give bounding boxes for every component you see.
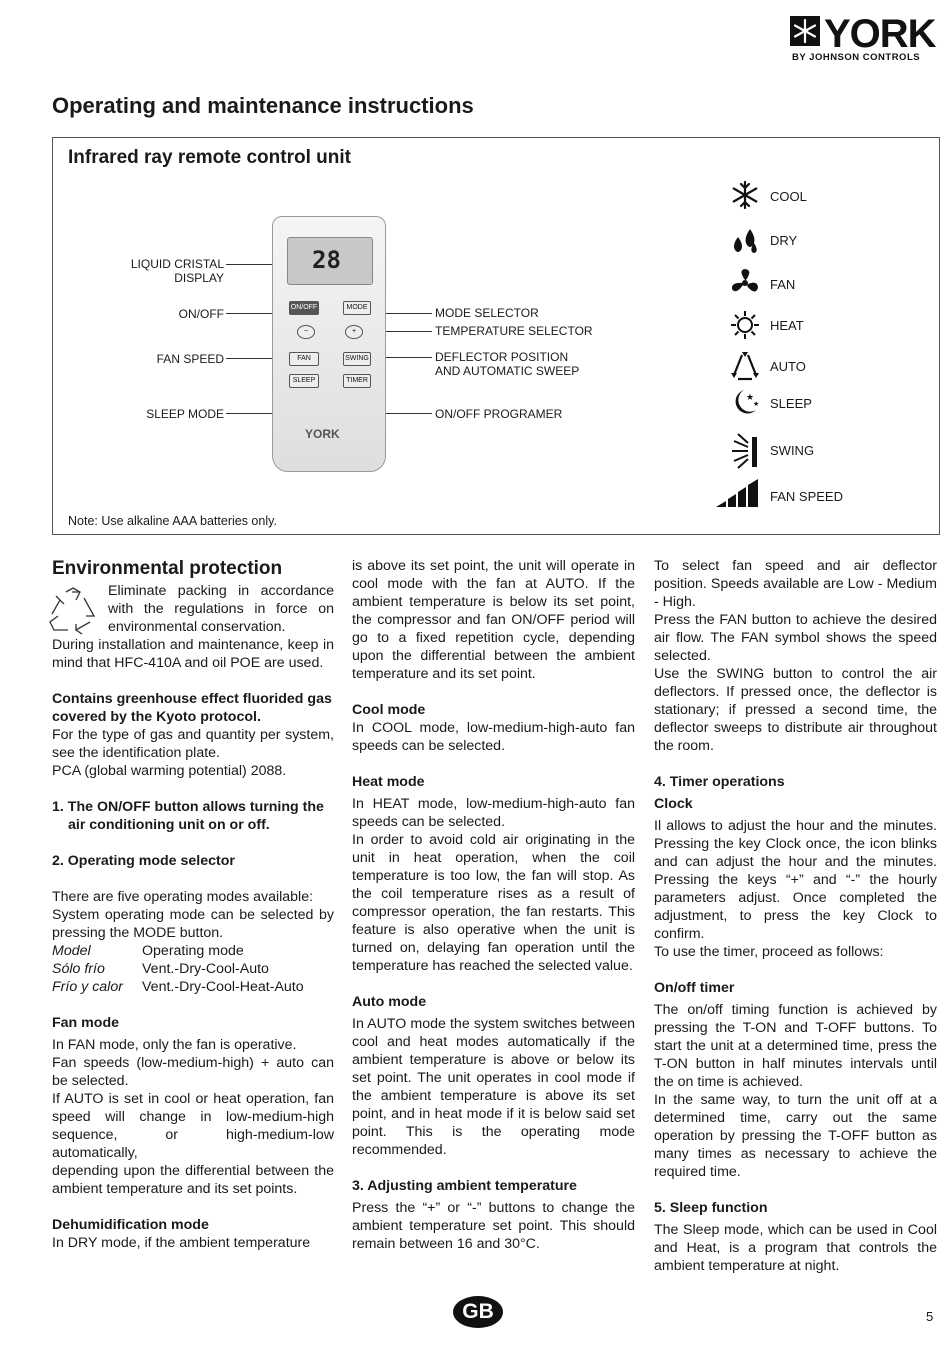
dry-continued-paragraph: is above its set point, the unit will operate in cool mode with the fan at AUTO. If the ambient temperature is below its set point, the compressor and fan ON/OFF period will go to a fixed repetition cycle, depending upon the differential between the ambient temperature and its set point.: [352, 558, 635, 682]
mode-label: DRY: [770, 233, 798, 248]
remote-onoff-button: ON/OFF: [289, 301, 319, 315]
remote-sleep-button: SLEEP: [289, 374, 319, 388]
mode-paragraph-1: There are five operating modes available:: [52, 889, 314, 905]
environmental-protection-title: Environmental protection: [52, 558, 283, 579]
brand-subtitle: BY JOHNSON CONTROLS: [792, 52, 921, 63]
label-lcd-2: DISPLAY: [174, 271, 224, 285]
battery-note: Note: Use alkaline AAA batteries only.: [68, 514, 277, 528]
mode-label: FAN SPEED: [770, 489, 843, 504]
mode-fan-speed: [716, 479, 856, 513]
remote-swing-button: SWING: [343, 352, 371, 366]
fan-icon: [730, 268, 760, 298]
moon-stars-icon: [730, 388, 762, 418]
adjust-paragraph: Press the “+” or “-” buttons to change the ambient temperature set point. This should remain between 16 and 30°C.: [352, 1200, 635, 1252]
label-sleep-mode: SLEEP MODE: [146, 407, 224, 421]
label-fan-speed: FAN SPEED: [156, 352, 224, 366]
mode-selector-heading: 2. Operating mode selector: [52, 853, 235, 869]
remote-mode-button: MODE: [343, 301, 371, 315]
clock-heading: Clock: [654, 796, 693, 812]
snowflake-icon: [730, 180, 760, 210]
label-temperature-selector: TEMPERATURE SELECTOR: [435, 324, 593, 338]
remote-lcd: [287, 237, 373, 285]
page-title: Operating and maintenance instructions: [52, 93, 474, 118]
york-logo: [790, 12, 938, 66]
model-row: Frío y calor Vent.-Dry-Cool-Heat-Auto: [52, 979, 304, 995]
fan-speed-paragraph-2: Press the FAN button to achieve the desired air flow. The FAN symbol shows the speed selected.: [654, 612, 937, 664]
model-table: [52, 942, 334, 996]
remote-brand: YORK: [305, 427, 340, 441]
mode-fan: [730, 268, 870, 302]
mode-dry: [730, 223, 870, 257]
cool-paragraph: In COOL mode, low-medium-high-auto fan speeds can be selected.: [352, 720, 635, 754]
label-programer: ON/OFF PROGRAMER: [435, 407, 563, 421]
auto-triangle-icon: [730, 351, 760, 381]
swing-louver-icon: [730, 433, 760, 469]
svg-text:★: ★: [753, 400, 760, 408]
mode-label: AUTO: [770, 359, 806, 374]
mode-paragraph-2: System operating mode can be selected by pressing the MODE button.: [52, 907, 334, 941]
env-paragraph-1: Eliminate packing in accordance with the regulations in force on environmental conservation.: [108, 583, 334, 635]
page-number: 5: [926, 1309, 934, 1324]
droplets-icon: [730, 223, 760, 255]
remote-timer-button: TIMER: [343, 374, 371, 388]
snowflake-logo-icon: [790, 16, 820, 46]
swing-paragraph: Use the SWING button to control the air deflectors. If pressed once, the deflector is stationary; if pressed a second time, the deflector sweeps to distribute air throughout the room.: [654, 666, 937, 754]
column-3: [654, 557, 937, 1275]
remote-plus-button: +: [345, 325, 363, 339]
svg-text:★: ★: [746, 393, 755, 403]
remote-control-illustration: [272, 216, 386, 472]
remote-minus-button: −: [297, 325, 315, 339]
clock-paragraph-1: Il allows to adjust the hour and the minutes. Pressing the key Clock once, the icon blinks and can adjust the hour and the minutes. Pressing the keys “+” and “-” the hourly parameters adjust. Once completed the adjustment, to press the key Clock to confirm.: [654, 818, 937, 942]
model-row: Model Operating mode: [52, 943, 244, 959]
label-mode-selector: MODE SELECTOR: [435, 306, 539, 320]
heat-paragraph-1: In HEAT mode, low-medium-high-auto fan speeds can be selected.: [352, 796, 635, 830]
mode-sleep: [730, 388, 870, 422]
label-onoff: ON/OFF: [178, 307, 224, 321]
brand-name: YORK: [824, 12, 936, 56]
timer-heading: 4. Timer operations: [654, 774, 785, 790]
onoff-timer-heading: On/off timer: [654, 980, 735, 996]
remote-section-title: Infrared ray remote control unit: [68, 147, 351, 168]
fan-paragraph-1: In FAN mode, only the fan is operative.: [52, 1037, 297, 1053]
mode-auto: [730, 351, 870, 385]
mode-heat: [730, 310, 870, 344]
sleep-function-heading: 5. Sleep function: [654, 1200, 768, 1216]
fan-paragraph-3: If AUTO is set in cool or heat operation, fan speed will change in low-medium-high sequence, or high-medium-low automatically,: [52, 1091, 334, 1161]
adjust-temperature-heading: 3. Adjusting ambient temperature: [352, 1178, 577, 1194]
column-2: [352, 557, 635, 1253]
greenhouse-heading: Contains greenhouse effect fluorided gas covered by the Kyoto protocol.: [52, 691, 332, 725]
gas-paragraph-2: PCA (global warming potential) 2088.: [52, 763, 287, 779]
mode-label: SLEEP: [770, 396, 812, 411]
cool-mode-heading: Cool mode: [352, 702, 426, 718]
column-1: [52, 557, 334, 1252]
recycle-block: [52, 582, 334, 636]
model-row: Sólo frío Vent.-Dry-Cool-Auto: [52, 961, 269, 977]
remote-fan-button: FAN: [289, 352, 319, 366]
mode-label: SWING: [770, 443, 815, 458]
mode-label: COOL: [770, 189, 807, 204]
auto-paragraph: In AUTO mode the system switches between cool and heat modes automatically if the ambient temperature is above or below its set point. The unit operates in cool mode if the ambient temperature is above its set point, and in heat mode if it is below said set point. This is the operating mode recommended.: [352, 1016, 635, 1158]
lcd-temperature: 28: [312, 246, 341, 274]
recycle-icon: [46, 586, 100, 636]
fan-speed-paragraph-1: To select fan speed and air deflector position. Speeds available are Low - Medium - High.: [654, 558, 937, 610]
fan-mode-heading: Fan mode: [52, 1015, 120, 1031]
onoff-heading-2: air conditioning unit on or off.: [68, 817, 270, 833]
timer-paragraph-2: In the same way, to turn the unit off at a determined time, carry out the same operation by pressing the T-OFF button as many times as necessary to achieve the required time.: [654, 1092, 937, 1180]
timer-paragraph-1: The on/off timing function is achieved by pressing the T-ON and T-OFF buttons. To start the unit at a determined time, press the T-ON button in half minutes intervals until the on time is achieved.: [654, 1002, 937, 1090]
label-deflector-2: AND AUTOMATIC SWEEP: [435, 364, 580, 378]
sleep-paragraph: The Sleep mode, which can be used in Cool and Heat, is a program that controls the ambient temperature at night.: [654, 1222, 937, 1274]
sun-icon: [730, 310, 760, 340]
language-badge: GB: [453, 1296, 503, 1328]
fan-speed-bars-icon: [716, 479, 760, 509]
env-paragraph-2: During installation and maintenance, keep in mind that HFC-410A and oil POE are used.: [52, 637, 334, 671]
fan-paragraph-4: depending upon the differential between the ambient temperature and its set points.: [52, 1163, 334, 1197]
auto-mode-heading: Auto mode: [352, 994, 427, 1010]
mode-swing: [730, 433, 870, 467]
fan-paragraph-2: Fan speeds (low-medium-high) + auto can be selected.: [52, 1055, 334, 1089]
dehum-paragraph-1: In DRY mode, if the ambient temperature: [52, 1235, 311, 1251]
onoff-heading-1: 1. The ON/OFF button allows turning the: [52, 799, 324, 815]
heat-paragraph-2: In order to avoid cold air originating in the unit in heat operation, when the coil temperature is too low, the fan will stop. As the coil temperature rises as a result of compressor operation, the fan restarts. This feature is also operative when the unit is turned on, delaying fan operation until the temperature has reached the selected value.: [352, 832, 635, 974]
dehumidification-heading: Dehumidification mode: [52, 1217, 209, 1233]
clock-paragraph-2: To use the timer, proceed as follows:: [654, 944, 884, 960]
label-lcd-1: LIQUID CRISTAL: [130, 257, 224, 271]
mode-label: FAN: [770, 277, 796, 292]
mode-cool: [730, 180, 870, 214]
label-deflector-1: DEFLECTOR POSITION: [435, 350, 569, 364]
gas-paragraph-1: For the type of gas and quantity per system, see the identification plate.: [52, 727, 334, 761]
mode-label: HEAT: [770, 318, 804, 333]
heat-mode-heading: Heat mode: [352, 774, 425, 790]
